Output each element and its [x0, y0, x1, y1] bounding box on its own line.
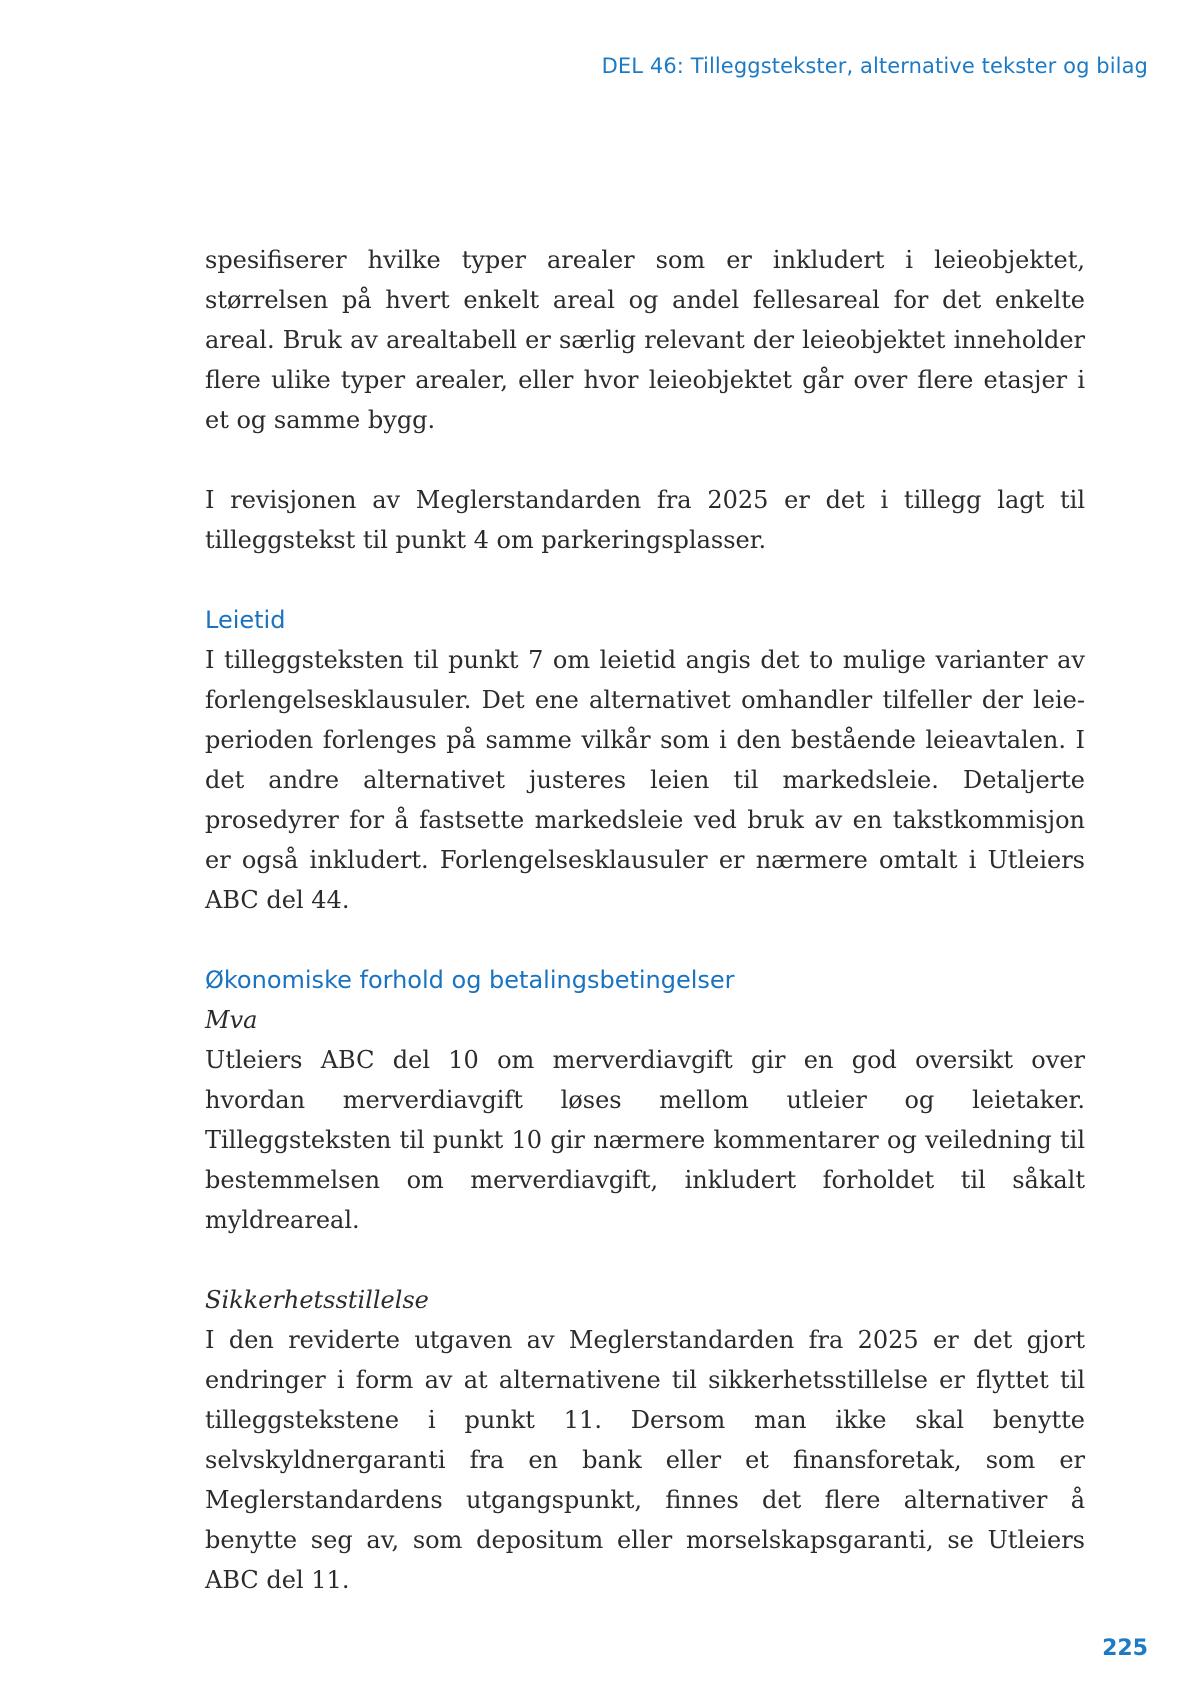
paragraph-sikkerhet: I den reviderte utgaven av Meglerstandarden fra 2025 er det gjort endringer i form av at alternativene til sikkerhetsstillelse er flyttet til tilleggstekstene i punkt 11. Dersom man ikke skal benytte selvskyldnergaranti fra en bank eller et finansforetak, som er Meglerstandardens utgangspunkt, finnes det flere alternativer å benytte seg av, som depositum eller morselskapsgaranti, se Utleiers ABC del 11.: [205, 1326, 1085, 1594]
paragraph-gap: [205, 1240, 1085, 1280]
subheading-mva: Mva: [205, 1006, 258, 1034]
paragraph-gap: [205, 560, 1085, 600]
page-number: 225: [1102, 1636, 1148, 1661]
paragraph-area-table: spesifiserer hvilke typer arealer som er inkludert i leieobjektet, størrelsen på hvert enkelt areal og andel fellesareal for det enkelte areal. Bruk av arealtabell er særlig relevant der leieobjektet inneholder flere ulike typer arealer, eller hvor leieobjektet går over flere etasjer i et og samme bygg.: [205, 246, 1085, 434]
running-header: DEL 46: Tilleggstekster, alternative tekster og bilag: [601, 54, 1148, 78]
paragraph-mva: Utleiers ABC del 10 om merverdiavgift gir en god oversikt over hvordan merverdiavgift løses mellom utleier og leietaker. Tilleggsteksten til punkt 10 gir nærmere kommentarer og veiledning til bestemmelsen om merverdiavgift, inkludert forholdet til såkalt myldreareal.: [205, 1046, 1085, 1234]
page-body: [205, 240, 1085, 1600]
paragraph-revision-parking: I revisjonen av Meglerstandarden fra 2025 er det i tillegg lagt til tilleggstekst til punkt 4 om parkeringsplasser.: [205, 486, 1085, 554]
paragraph-leietid: I tilleggsteksten til punkt 7 om leietid angis det to mulige varianter av forlengelsesklausuler. Det ene alternativet omhandler tilfeller der leieperioden forlenges på samme vilkår som i den bestående leieavtalen. I det andre alternativet justeres leien til markedsleie. Detaljerte prosedyrer for å fastsette markedsleie ved bruk av en takstkommisjon er også inkludert. Forlengelsesklausuler er nærmere omtalt i Utleiers ABC del 44.: [205, 646, 1085, 914]
paragraph-gap: [205, 920, 1085, 960]
paragraph-gap: [205, 440, 1085, 480]
section-heading-leietid: Leietid: [205, 606, 286, 634]
subheading-sikkerhet: Sikkerhetsstillelse: [205, 1286, 429, 1314]
section-heading-okonomi: Økonomiske forhold og betalingsbetingelser: [205, 966, 735, 994]
